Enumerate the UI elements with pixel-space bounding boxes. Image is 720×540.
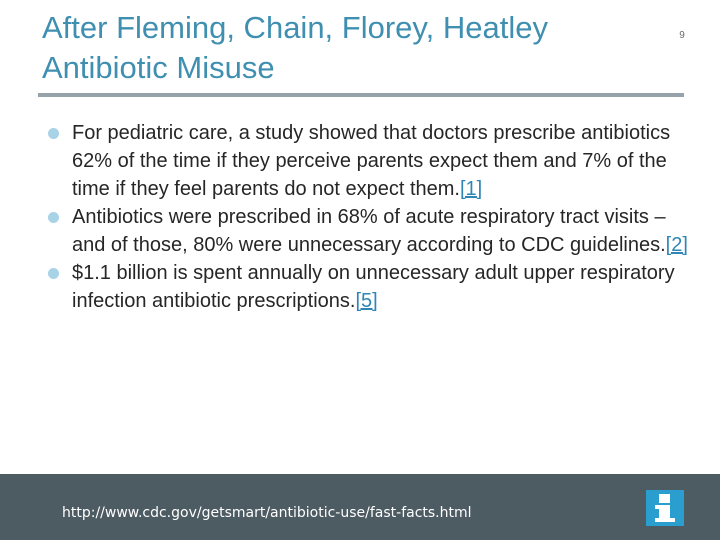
bullet-item-3: [48, 259, 688, 315]
reference-link-1[interactable]: [1]: [460, 178, 483, 200]
bullet-text: For pediatric care, a study showed that doctors prescribe antibiotics 62% of the time if they perceive parents expect them and 7% of the time if they feel parents do not expect them.: [72, 122, 671, 200]
bullet-dot-icon: [48, 128, 59, 139]
bullet-list: [48, 119, 688, 315]
bullet-dot-icon: [48, 268, 59, 279]
footer-bar: [0, 474, 720, 540]
bullet-text: $1.1 billion is spent annually on unnecessary adult upper respiratory infection antibiotic prescriptions.: [72, 262, 675, 312]
info-icon[interactable]: [646, 490, 684, 526]
bullet-item-2: [48, 203, 688, 259]
title-line-1: After Fleming, Chain, Florey, Heatley: [42, 10, 548, 45]
reference-link-3[interactable]: [5]: [355, 290, 378, 312]
bullet-dot-icon: [48, 212, 59, 223]
title-divider: [38, 93, 684, 97]
reference-link-2[interactable]: [2]: [665, 234, 688, 256]
slide-title: [42, 8, 662, 88]
slide-number: 9: [679, 30, 685, 41]
info-icon-dot: [659, 494, 670, 503]
info-icon-serif-bottom: [655, 518, 675, 522]
title-line-2: Antibiotic Misuse: [42, 50, 275, 85]
bullet-item-1: [48, 119, 688, 203]
footer-url-link[interactable]: http://www.cdc.gov/getsmart/antibiotic-use/fast-facts.html: [62, 505, 472, 521]
bullet-text: Antibiotics were prescribed in 68% of acute respiratory tract visits – and of those, 80% were unnecessary according to CDC guidelines.: [72, 206, 666, 256]
